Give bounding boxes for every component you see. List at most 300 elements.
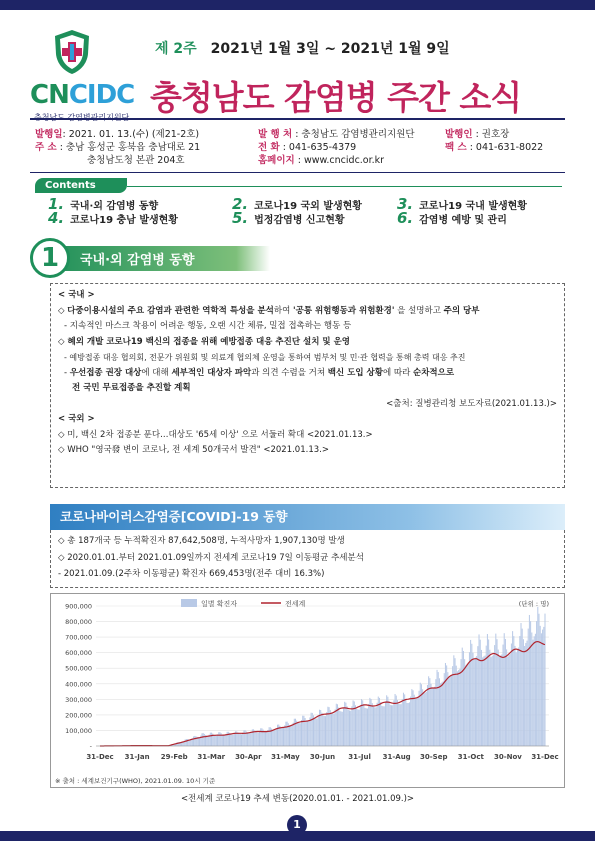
daily-cases-bar bbox=[468, 662, 469, 746]
daily-cases-bar bbox=[431, 684, 432, 746]
address-line1: : 충남 홍성군 홍북읍 충남대로 21 bbox=[59, 142, 201, 153]
daily-cases-bar bbox=[297, 723, 298, 746]
daily-cases-bar bbox=[386, 695, 387, 746]
daily-cases-bar bbox=[459, 669, 460, 746]
daily-cases-bar bbox=[536, 621, 537, 746]
daily-cases-bar bbox=[441, 682, 442, 746]
toc-item[interactable]: 3. 코로나19 국내 발생현황 bbox=[397, 195, 527, 213]
daily-cases-bar bbox=[345, 703, 346, 746]
daily-cases-bar bbox=[426, 692, 427, 746]
homepage-link[interactable]: : www.cncidc.or.kr bbox=[297, 155, 385, 166]
daily-cases-bar bbox=[425, 693, 426, 746]
daily-cases-bar bbox=[300, 723, 301, 746]
y-tick-label: 200,000 bbox=[65, 711, 92, 720]
address-line2: 충청남도청 본관 204호 bbox=[87, 155, 185, 166]
daily-cases-bar bbox=[535, 634, 536, 746]
daily-cases-bar bbox=[513, 636, 514, 746]
y-tick-label: 800,000 bbox=[65, 618, 92, 627]
daily-cases-bar bbox=[519, 636, 520, 746]
daily-cases-bar bbox=[462, 648, 463, 746]
domestic-item: ◇ 혜외 개발 코로나19 백신의 접종을 위해 예방접종 대응 추진단 설치 및 운영 bbox=[58, 336, 350, 347]
daily-cases-bar bbox=[306, 720, 307, 746]
daily-cases-bar bbox=[391, 705, 392, 746]
daily-cases-bar bbox=[341, 711, 342, 746]
daily-cases-bar bbox=[421, 684, 422, 746]
daily-cases-bar bbox=[374, 707, 375, 746]
daily-cases-bar bbox=[362, 700, 363, 746]
daily-cases-bar bbox=[216, 736, 217, 746]
daily-cases-bar bbox=[317, 719, 318, 746]
daily-cases-bar bbox=[308, 721, 309, 746]
contents-rule bbox=[127, 186, 562, 187]
daily-cases-bar bbox=[532, 640, 533, 746]
daily-cases-bar bbox=[185, 739, 186, 746]
daily-cases-bar bbox=[186, 739, 187, 746]
daily-cases-bar bbox=[487, 634, 488, 746]
daily-cases-bar bbox=[474, 659, 475, 746]
x-tick-label: 31-May bbox=[271, 753, 300, 761]
x-tick-label: 31-Dec bbox=[86, 753, 114, 761]
y-tick-label: 600,000 bbox=[65, 649, 92, 658]
daily-cases-bar bbox=[251, 732, 252, 746]
daily-cases-bar bbox=[541, 633, 542, 746]
issue-date-label: 발행일 bbox=[35, 129, 63, 140]
daily-cases-bar bbox=[407, 703, 408, 746]
daily-cases-bar bbox=[408, 703, 409, 746]
daily-cases-bar bbox=[233, 735, 234, 746]
daily-cases-bar bbox=[504, 633, 505, 746]
daily-cases-bar bbox=[330, 710, 331, 746]
daily-cases-bar bbox=[349, 710, 350, 746]
y-tick-label: 300,000 bbox=[65, 695, 92, 704]
page-title: 충청남도 감염병 주간 소식 bbox=[150, 78, 522, 117]
daily-cases-bar bbox=[275, 730, 276, 746]
daily-cases-bar bbox=[498, 650, 499, 746]
daily-cases-bar bbox=[239, 734, 240, 746]
daily-cases-bar bbox=[434, 687, 435, 746]
x-tick-label: 31-Jul bbox=[348, 753, 371, 761]
daily-cases-bar bbox=[542, 630, 543, 746]
shield-icon bbox=[52, 28, 92, 76]
x-tick-label: 31-Jan bbox=[124, 753, 150, 761]
daily-cases-bar bbox=[525, 643, 526, 746]
daily-cases-bar bbox=[357, 709, 358, 746]
daily-cases-bar bbox=[290, 725, 291, 746]
daily-cases-bar bbox=[207, 736, 208, 746]
daily-cases-bar bbox=[272, 730, 273, 746]
daily-cases-bar bbox=[285, 722, 286, 746]
daily-cases-bar bbox=[392, 705, 393, 746]
daily-cases-bar bbox=[301, 720, 302, 746]
daily-cases-bar bbox=[368, 704, 369, 746]
daily-cases-bar bbox=[194, 736, 195, 746]
daily-cases-bar bbox=[500, 655, 501, 746]
daily-cases-bar bbox=[537, 607, 538, 746]
x-tick-label: 31-Dec bbox=[531, 753, 559, 761]
daily-cases-bar bbox=[383, 706, 384, 746]
international-item: ◇ WHO "영국發 변이 코로나, 전 세계 50개국서 발견" <2021.01.13.> bbox=[58, 445, 329, 455]
daily-cases-bar bbox=[255, 732, 256, 746]
daily-cases-bar bbox=[242, 733, 243, 746]
daily-cases-bar bbox=[399, 704, 400, 746]
daily-cases-bar bbox=[325, 716, 326, 746]
logo-org-name: 충청남도 감염병관리지원단 bbox=[34, 113, 130, 122]
daily-cases-bar bbox=[453, 655, 454, 746]
daily-cases-bar bbox=[489, 650, 490, 746]
daily-cases-bar bbox=[464, 659, 465, 746]
daily-cases-bar bbox=[193, 736, 194, 746]
x-tick-label: 31-Oct bbox=[457, 753, 484, 761]
daily-cases-bar bbox=[540, 626, 541, 746]
daily-cases-bar bbox=[356, 709, 357, 746]
daily-cases-bar bbox=[309, 717, 310, 746]
daily-cases-bar bbox=[521, 623, 522, 746]
x-tick-label: 30-Sep bbox=[420, 753, 448, 761]
daily-cases-bar bbox=[299, 723, 300, 746]
daily-cases-bar bbox=[312, 713, 313, 746]
section1-box bbox=[50, 283, 565, 488]
daily-cases-bar bbox=[378, 697, 379, 746]
daily-cases-bar bbox=[377, 703, 378, 746]
daily-cases-bar bbox=[350, 711, 351, 746]
daily-cases-bar bbox=[338, 708, 339, 746]
daily-cases-bar bbox=[307, 721, 308, 746]
daily-cases-bar bbox=[485, 656, 486, 746]
daily-cases-bar bbox=[414, 695, 415, 746]
daily-cases-bar bbox=[384, 706, 385, 746]
y-tick-label: 900,000 bbox=[65, 602, 92, 611]
daily-cases-bar bbox=[486, 646, 487, 746]
covid-trend-chart bbox=[50, 593, 565, 788]
daily-cases-bar bbox=[219, 732, 220, 746]
daily-cases-bar bbox=[503, 645, 504, 746]
daily-cases-bar bbox=[215, 735, 216, 746]
daily-cases-bar bbox=[360, 705, 361, 746]
daily-cases-bar bbox=[381, 706, 382, 746]
daily-cases-bar bbox=[467, 664, 468, 746]
daily-cases-bar bbox=[463, 651, 464, 746]
daily-cases-bar bbox=[432, 688, 433, 746]
daily-cases-bar bbox=[324, 716, 325, 746]
daily-cases-bar bbox=[347, 706, 348, 746]
daily-cases-bar bbox=[254, 731, 255, 746]
daily-cases-bar bbox=[203, 733, 204, 746]
daily-cases-bar bbox=[231, 735, 232, 746]
daily-cases-bar bbox=[449, 677, 450, 746]
daily-cases-bar bbox=[445, 663, 446, 746]
y-tick-label: 400,000 bbox=[65, 680, 92, 689]
daily-cases-bar bbox=[444, 673, 445, 746]
daily-cases-bar bbox=[517, 650, 518, 746]
daily-cases-bar bbox=[267, 730, 268, 746]
daily-cases-bar bbox=[303, 716, 304, 746]
unit-label: (단위 : 명) bbox=[518, 600, 549, 608]
chart-source: ※ 출처 : 세계보건기구(WHO), 2021.01.09. 10시 기준 bbox=[55, 777, 216, 785]
section2-title: 코로나바이러스감염증[COVID]-19 동향 bbox=[50, 504, 565, 530]
domestic-item: ◇ 다중이용시설의 주요 감염과 관련한 역학적 특성을 분석하여 '공통 위험행동과 위험환경' 을 설명하고 주의 당부 bbox=[58, 305, 480, 316]
daily-cases-bar bbox=[314, 718, 315, 746]
daily-cases-bar bbox=[218, 732, 219, 746]
section2-box bbox=[50, 530, 565, 588]
info-left bbox=[35, 128, 200, 167]
covid-summary: - 2021.01.09.(2주차 이동평균) 확진자 669,453명(전주 대비 16.3%) bbox=[58, 569, 325, 579]
daily-cases-bar bbox=[247, 733, 248, 746]
daily-cases-bar bbox=[353, 700, 354, 746]
issue-period bbox=[155, 38, 450, 58]
daily-cases-bar bbox=[475, 658, 476, 746]
covid-summary: ◇ 총 187개국 등 누적확진자 87,642,508명, 누적사망자 1,907,130명 발생 bbox=[58, 536, 345, 546]
daily-cases-bar bbox=[427, 685, 428, 746]
daily-cases-bar bbox=[201, 733, 202, 746]
daily-cases-bar bbox=[405, 699, 406, 746]
address-label: 주 소 bbox=[35, 142, 57, 153]
y-tick-label: 700,000 bbox=[65, 633, 92, 642]
daily-cases-bar bbox=[492, 656, 493, 746]
daily-cases-bar bbox=[499, 657, 500, 746]
page-number: 1 bbox=[287, 815, 307, 835]
daily-cases-bar bbox=[284, 725, 285, 746]
daily-cases-bar bbox=[458, 670, 459, 746]
daily-cases-bar bbox=[223, 735, 224, 746]
daily-cases-bar bbox=[494, 645, 495, 746]
chart-caption: <전세계 코로나19 추세 변동(2020.01.01. - 2021.01.09.)> bbox=[180, 794, 415, 804]
daily-cases-bar bbox=[428, 676, 429, 746]
daily-cases-bar bbox=[321, 713, 322, 746]
x-tick-label: 30-Apr bbox=[235, 753, 262, 761]
daily-cases-bar bbox=[266, 732, 267, 746]
daily-cases-bar bbox=[479, 634, 480, 746]
date-range: 2021년 1월 3일 ~ 2021년 1월 9일 bbox=[210, 41, 450, 57]
daily-cases-bar bbox=[433, 688, 434, 746]
daily-cases-bar bbox=[385, 702, 386, 746]
daily-cases-bar bbox=[387, 697, 388, 746]
daily-cases-bar bbox=[534, 636, 535, 746]
daily-cases-bar bbox=[217, 734, 218, 746]
daily-cases-bar bbox=[326, 712, 327, 746]
x-tick-label: 30-Jun bbox=[309, 753, 336, 761]
daily-cases-bar bbox=[439, 678, 440, 746]
legend-label: 일별 확진자 bbox=[201, 600, 238, 608]
daily-cases-bar bbox=[415, 698, 416, 746]
daily-cases-bar bbox=[515, 646, 516, 746]
phone-label: 전 화 bbox=[258, 142, 280, 153]
domestic-subitem: - 지속적인 마스크 착용이 어려운 행동, 오랜 시간 체류, 밀접 접촉하는 행동 등 bbox=[64, 321, 352, 331]
issuer-label: 발행인 bbox=[445, 129, 473, 140]
daily-cases-bar bbox=[270, 727, 271, 746]
daily-cases-bar bbox=[365, 708, 366, 746]
daily-cases-bar bbox=[204, 734, 205, 746]
daily-cases-bar bbox=[282, 728, 283, 746]
daily-cases-bar bbox=[213, 735, 214, 746]
daily-cases-bar bbox=[327, 707, 328, 746]
daily-cases-bar bbox=[544, 614, 545, 746]
daily-cases-bar bbox=[339, 711, 340, 746]
daily-cases-bar bbox=[476, 656, 477, 746]
legend-swatch-bars bbox=[181, 599, 197, 607]
info-right bbox=[445, 128, 543, 154]
publisher-label: 발 행 처 bbox=[258, 129, 293, 140]
daily-cases-bar bbox=[452, 666, 453, 746]
publisher: : 충청남도 감염병관리지원단 bbox=[295, 129, 415, 140]
domestic-label: < 국내 > bbox=[58, 290, 95, 300]
daily-cases-bar bbox=[331, 713, 332, 746]
daily-cases-bar bbox=[367, 709, 368, 746]
daily-cases-bar bbox=[480, 640, 481, 746]
section1-title: 국내·외 감염병 동향 bbox=[80, 253, 195, 268]
daily-cases-bar bbox=[276, 728, 277, 746]
info-middle bbox=[258, 128, 415, 167]
daily-cases-bar bbox=[456, 666, 457, 746]
section1-header bbox=[30, 238, 565, 278]
daily-cases-bar bbox=[257, 732, 258, 746]
daily-cases-bar bbox=[199, 737, 200, 746]
daily-cases-bar bbox=[397, 700, 398, 746]
daily-cases-bar bbox=[507, 657, 508, 746]
covid-summary: ◇ 2020.01.01.부터 2021.01.09일까지 전세계 코로나19 7일 이동평균 추세분석 bbox=[58, 552, 364, 563]
fax: : 041-631-8022 bbox=[469, 142, 544, 153]
daily-cases-bar bbox=[335, 710, 336, 746]
daily-cases-bar bbox=[289, 725, 290, 746]
domestic-source: <출처: 질병관리청 보도자료(2021.01.13.)> bbox=[386, 398, 557, 409]
daily-cases-bar bbox=[359, 710, 360, 746]
daily-cases-bar bbox=[258, 733, 259, 746]
daily-cases-bar bbox=[435, 679, 436, 746]
daily-cases-bar bbox=[323, 716, 324, 746]
daily-cases-bar bbox=[450, 676, 451, 746]
top-bar bbox=[0, 0, 595, 10]
phone: : 041-635-4379 bbox=[282, 142, 357, 153]
toc-item[interactable]: 6. 감염병 예방 및 관리 bbox=[397, 209, 507, 227]
daily-cases-bar bbox=[523, 639, 524, 746]
daily-cases-bar bbox=[509, 655, 510, 746]
daily-cases-bar bbox=[491, 657, 492, 746]
daily-cases-bar bbox=[348, 710, 349, 746]
daily-cases-bar bbox=[516, 652, 517, 746]
daily-cases-bar bbox=[420, 683, 421, 746]
daily-cases-bar bbox=[333, 714, 334, 746]
divider bbox=[30, 172, 565, 173]
daily-cases-bar bbox=[302, 716, 303, 746]
daily-cases-bar bbox=[457, 671, 458, 746]
daily-cases-bar bbox=[417, 697, 418, 746]
daily-cases-bar bbox=[222, 734, 223, 746]
daily-cases-bar bbox=[366, 708, 367, 746]
daily-cases-bar bbox=[524, 646, 525, 746]
international-item: ◇ 미, 백신 2차 접종분 푼다…대상도 '65세 이상' 으로 서둘러 확대 <2021.01.13.> bbox=[58, 429, 373, 440]
daily-cases-bar bbox=[375, 707, 376, 746]
daily-cases-bar bbox=[531, 633, 532, 746]
daily-cases-bar bbox=[291, 726, 292, 746]
daily-cases-bar bbox=[529, 615, 530, 746]
daily-cases-bar bbox=[225, 734, 226, 746]
daily-cases-bar bbox=[279, 726, 280, 746]
toc-item[interactable]: 2. 코로나19 국외 발생현황 bbox=[232, 195, 362, 213]
daily-cases-bar bbox=[363, 704, 364, 746]
daily-cases-bar bbox=[440, 683, 441, 746]
daily-cases-bar bbox=[241, 734, 242, 746]
daily-cases-bar bbox=[248, 733, 249, 746]
divider bbox=[30, 118, 565, 120]
x-tick-label: 31-Aug bbox=[382, 753, 411, 761]
daily-cases-bar bbox=[447, 672, 448, 746]
daily-cases-bar bbox=[510, 654, 511, 746]
issue-date: : 2021. 01. 13.(수) (제21-2호) bbox=[62, 129, 200, 140]
toc-item[interactable]: 5. 법정감염병 신고현황 bbox=[232, 209, 345, 227]
daily-cases-bar bbox=[410, 697, 411, 746]
x-tick-label: 30-Nov bbox=[493, 753, 522, 761]
contents-label: Contents bbox=[35, 178, 127, 193]
daily-cases-bar bbox=[518, 648, 519, 746]
x-tick-label: 29-Feb bbox=[160, 753, 188, 761]
daily-cases-bar bbox=[495, 634, 496, 746]
daily-cases-bar bbox=[526, 641, 527, 746]
daily-cases-bar bbox=[355, 705, 356, 746]
daily-cases-bar bbox=[401, 704, 402, 746]
daily-cases-bar bbox=[446, 665, 447, 746]
daily-cases-bar bbox=[311, 713, 312, 746]
section1-number: 1 bbox=[30, 238, 70, 278]
issuer: : 권호장 bbox=[475, 129, 510, 140]
daily-cases-bar bbox=[522, 629, 523, 746]
toc-item[interactable]: 4. 코로나19 충남 발생현황 bbox=[48, 209, 178, 227]
daily-cases-bar bbox=[269, 727, 270, 746]
domestic-subitem: 전 국민 무료접종을 추진할 계획 bbox=[72, 383, 191, 393]
daily-cases-bar bbox=[511, 644, 512, 746]
daily-cases-bar bbox=[224, 735, 225, 746]
daily-cases-bar bbox=[465, 665, 466, 746]
daily-cases-bar bbox=[506, 649, 507, 746]
toc-item[interactable]: 1. 국내·외 감염병 동향 bbox=[48, 195, 159, 213]
daily-cases-bar bbox=[249, 733, 250, 746]
daily-cases-bar bbox=[265, 731, 266, 746]
daily-cases-bar bbox=[240, 734, 241, 746]
daily-cases-bar bbox=[206, 736, 207, 746]
homepage-label: 홈페이지 bbox=[258, 155, 295, 166]
daily-cases-bar bbox=[469, 652, 470, 746]
chart-svg bbox=[51, 594, 564, 774]
daily-cases-bar bbox=[305, 718, 306, 746]
daily-cases-bar bbox=[294, 719, 295, 746]
domestic-subitem: - 우선접종 권장 대상에 대해 세부적인 대상자 파악과 의견 수렴을 거쳐 백신 도입 상황에 따라 순차적으로 bbox=[64, 367, 455, 378]
daily-cases-bar bbox=[342, 712, 343, 746]
daily-cases-bar bbox=[372, 703, 373, 746]
domestic-subitem: - 예방접종 대응 협의회, 전문가 위원회 및 의료계 협의체 운영을 통하여 범부처 및 민·관 협력을 통해 총력 대응 추진 bbox=[64, 353, 466, 362]
daily-cases-bar bbox=[451, 675, 452, 746]
daily-cases-bar bbox=[477, 646, 478, 746]
daily-cases-bar bbox=[402, 699, 403, 746]
daily-cases-bar bbox=[481, 650, 482, 746]
daily-cases-bar bbox=[512, 631, 513, 746]
daily-cases-bar bbox=[329, 707, 330, 746]
daily-cases-bar bbox=[315, 718, 316, 746]
daily-cases-bar bbox=[438, 672, 439, 746]
logo-brand: CNCIDC bbox=[30, 80, 135, 110]
daily-cases-bar bbox=[261, 728, 262, 746]
daily-cases-bar bbox=[351, 706, 352, 746]
daily-cases-bar bbox=[422, 689, 423, 746]
daily-cases-bar bbox=[259, 731, 260, 746]
daily-cases-bar bbox=[493, 655, 494, 746]
daily-cases-bar bbox=[211, 733, 212, 746]
week-number: 제 2주 bbox=[155, 41, 197, 57]
x-tick-label: 31-Mar bbox=[197, 753, 226, 761]
y-tick-label: 500,000 bbox=[65, 664, 92, 673]
daily-cases-bar bbox=[230, 734, 231, 746]
daily-cases-bar bbox=[389, 701, 390, 746]
daily-cases-bar bbox=[343, 708, 344, 746]
daily-cases-bar bbox=[482, 657, 483, 746]
daily-cases-bar bbox=[409, 702, 410, 746]
